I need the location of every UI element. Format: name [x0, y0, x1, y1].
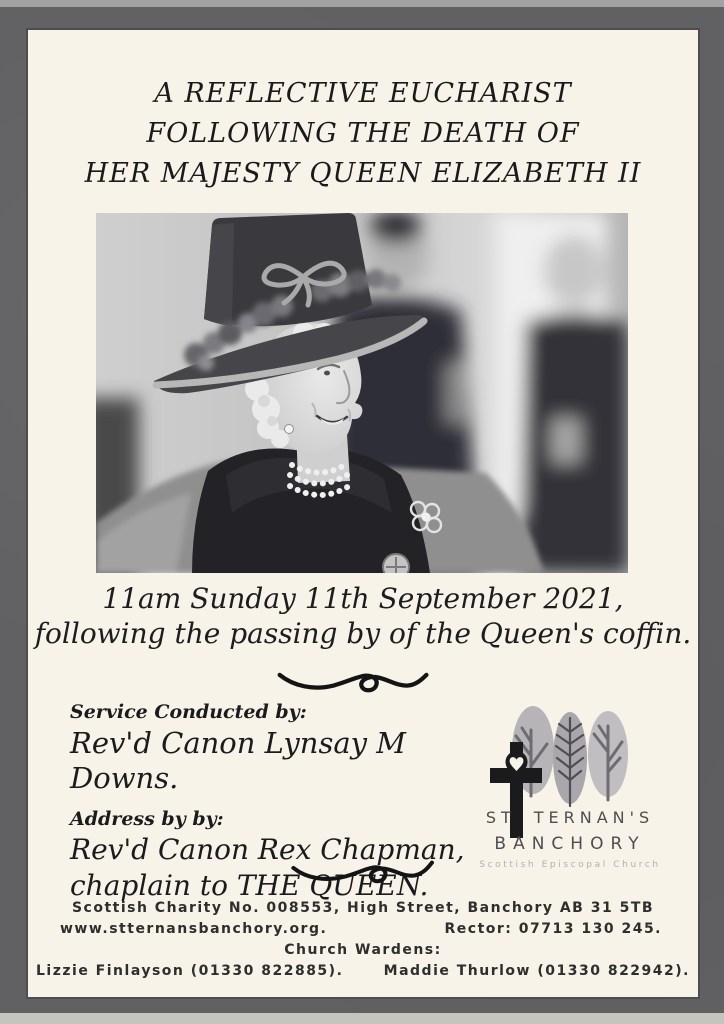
schedule-line-2: following the passing by of the Queen's coffin. [34, 617, 692, 650]
logo-name [470, 808, 670, 827]
top-edge-strip [0, 0, 724, 7]
warden-right: Maddie Thurlow (01330 822942). [383, 963, 690, 979]
charity-address-line: Scottish Charity No. 008553, High Street, Banchory AB 31 5TB [71, 900, 655, 916]
poster-sheet [28, 30, 698, 997]
church-logo [470, 698, 670, 888]
service-schedule [28, 581, 698, 651]
bottom-edge-strip [0, 1013, 724, 1024]
logo-subtitle: Scottish Episcopal Church [479, 860, 661, 870]
address-by-name-line-1: Rev'd Canon Rex Chapman, [70, 833, 465, 866]
conducted-by-name: Rev'd Canon Lynsay M Downs. [70, 726, 406, 795]
title-line-3: HER MAJESTY QUEEN ELIZABETH II [84, 158, 642, 189]
address-by-label: Address by by: [70, 808, 224, 830]
website-text: www.stternansbanchory.org. [60, 921, 328, 937]
conducted-by-label: Service Conducted by: [70, 701, 307, 723]
flourish-divider-bottom [288, 854, 436, 890]
title-line-1: A REFLECTIVE EUCHARIST [154, 78, 572, 109]
warden-left: Lizzie Finlayson (01330 822885). [36, 963, 344, 979]
flourish-divider-top [274, 666, 430, 698]
poster-footer [36, 898, 690, 982]
logo-name-left: ST [485, 808, 516, 827]
rector-phone: Rector: 07713 130 245. [444, 921, 662, 937]
schedule-line-1: 11am Sunday 11th September 2021, [102, 582, 624, 615]
poster-title [28, 74, 698, 194]
address-by-name-line-2: chaplain to THE QUEEN. [70, 869, 429, 902]
church-wardens-label: Church Wardens: [284, 942, 442, 958]
logo-name-right: TERNAN'S [533, 808, 655, 827]
queen-photo [96, 213, 628, 573]
title-line-2: FOLLOWING THE DEATH OF [146, 118, 580, 149]
logo-town: BANCHORY [494, 834, 646, 854]
